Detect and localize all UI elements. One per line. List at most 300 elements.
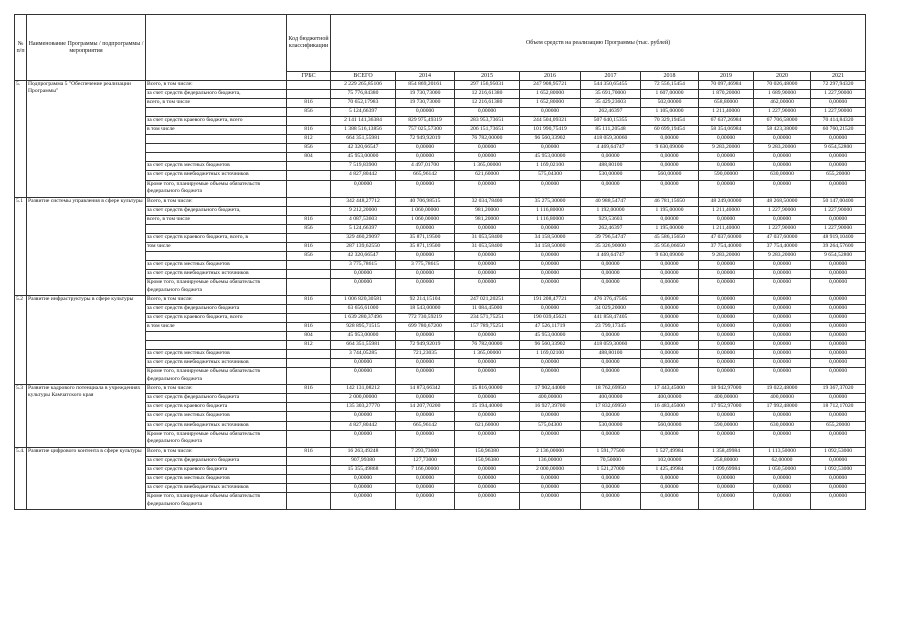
amount-cell: 0,00000 bbox=[581, 359, 641, 368]
amount-cell: 0,00000 bbox=[396, 483, 455, 492]
amount-cell: 70 414,84320 bbox=[811, 117, 866, 126]
amount-cell: 48 919,10400 bbox=[811, 233, 866, 242]
amount-cell: 0,00000 bbox=[641, 350, 699, 359]
amount-cell: 0,00000 bbox=[754, 474, 811, 483]
section-name: Развитие цифрового контента в сфере культуры bbox=[27, 447, 146, 509]
amount-cell: 0,00000 bbox=[754, 492, 811, 509]
amount-cell: 85 111,20548 bbox=[581, 126, 641, 135]
amount-cell: 621,60000 bbox=[455, 421, 520, 430]
header-year: ВСЕГО bbox=[331, 72, 396, 81]
amount-cell: 48 268,50000 bbox=[754, 197, 811, 206]
amount-cell: 0,00000 bbox=[754, 295, 811, 304]
amount-cell: 0,00000 bbox=[520, 108, 581, 117]
amount-cell: 462,00000 bbox=[754, 99, 811, 108]
amount-cell: 62,00000 bbox=[754, 456, 811, 465]
amount-cell: 283 953,73651 bbox=[455, 117, 520, 126]
amount-cell: 0,00000 bbox=[581, 492, 641, 509]
amount-cell: 0,00000 bbox=[699, 162, 754, 171]
amount-cell: 0,00000 bbox=[396, 278, 455, 295]
amount-cell: 0,00000 bbox=[699, 215, 754, 224]
amount-cell: 0,00000 bbox=[641, 314, 699, 323]
amount-cell: 0,00000 bbox=[581, 153, 641, 162]
amount-cell: 0,00000 bbox=[641, 304, 699, 313]
amount-cell: 1 358,49984 bbox=[699, 447, 754, 456]
amount-cell: 2 141 141,36384 bbox=[331, 117, 396, 126]
amount-cell: 4 497,01700 bbox=[396, 162, 455, 171]
grbs-code bbox=[287, 197, 331, 206]
header-year: 2016 bbox=[520, 72, 581, 81]
amount-cell: 0,00000 bbox=[520, 251, 581, 260]
amount-cell: 1 192,00000 bbox=[581, 206, 641, 215]
amount-cell: 70 026,48000 bbox=[754, 81, 811, 90]
amount-cell: 12 216,61380 bbox=[455, 99, 520, 108]
amount-cell: 0,00000 bbox=[641, 180, 699, 197]
amount-cell: 0,00000 bbox=[396, 394, 455, 403]
amount-cell: 150,96380 bbox=[455, 456, 520, 465]
amount-cell: 9 283,20000 bbox=[699, 144, 754, 153]
amount-cell: 590,00000 bbox=[699, 171, 754, 180]
amount-cell: 0,00000 bbox=[520, 180, 581, 197]
amount-cell: 0,00000 bbox=[520, 483, 581, 492]
amount-cell: 15 194,40000 bbox=[455, 403, 520, 412]
amount-cell: 0,00000 bbox=[331, 483, 396, 492]
grbs-code bbox=[287, 162, 331, 171]
amount-cell: 0,00000 bbox=[811, 430, 866, 447]
row-label bbox=[146, 251, 287, 260]
amount-cell: 0,00000 bbox=[641, 368, 699, 385]
amount-cell: 1 652,80000 bbox=[520, 99, 581, 108]
amount-cell: 247 908,95721 bbox=[520, 81, 581, 90]
amount-cell: 400,00000 bbox=[699, 394, 754, 403]
amount-cell: 1 195,00000 bbox=[641, 206, 699, 215]
amount-cell: 0,00000 bbox=[699, 368, 754, 385]
row-label bbox=[146, 108, 287, 117]
grbs-code: 816 bbox=[287, 126, 331, 135]
amount-cell: 0,00000 bbox=[455, 153, 520, 162]
grbs-code bbox=[287, 90, 331, 99]
amount-cell: 0,00000 bbox=[641, 215, 699, 224]
amount-cell: 35 429,23603 bbox=[581, 99, 641, 108]
grbs-code bbox=[287, 430, 331, 447]
row-label: за счет средств федерального бюджета, bbox=[146, 90, 287, 99]
amount-cell: 0,00000 bbox=[396, 368, 455, 385]
amount-cell: 40 988,54747 bbox=[581, 197, 641, 206]
amount-cell: 76 782,00000 bbox=[455, 341, 520, 350]
amount-cell: 1 099,69984 bbox=[699, 465, 754, 474]
amount-cell: 7 166,00000 bbox=[396, 465, 455, 474]
table-body bbox=[15, 81, 866, 510]
amount-cell: 262,46397 bbox=[581, 108, 641, 117]
amount-cell: 507 640,15355 bbox=[581, 117, 641, 126]
table-row bbox=[15, 447, 866, 456]
amount-cell: 1 227,90000 bbox=[754, 108, 811, 117]
row-label: за счет средств краевого бюджета bbox=[146, 465, 287, 474]
amount-cell: 72 556,15454 bbox=[641, 81, 699, 90]
amount-cell: 544 350,65455 bbox=[581, 81, 641, 90]
amount-cell: 45 953,00000 bbox=[520, 153, 581, 162]
row-label: в том числе bbox=[146, 126, 287, 135]
row-label: за счет средств внебюджетных источников bbox=[146, 421, 287, 430]
row-label bbox=[146, 341, 287, 350]
amount-cell: 0,00000 bbox=[581, 474, 641, 483]
amount-cell: 2 229 265,85106 bbox=[331, 81, 396, 90]
amount-cell: 135 303,27770 bbox=[331, 403, 396, 412]
amount-cell: 18 762,69950 bbox=[581, 385, 641, 394]
grbs-code: 816 bbox=[287, 385, 331, 394]
amount-cell: 96 560,33902 bbox=[520, 135, 581, 144]
amount-cell: 0,00000 bbox=[754, 314, 811, 323]
amount-cell: 0,00000 bbox=[811, 180, 866, 197]
amount-cell: 0,00000 bbox=[455, 359, 520, 368]
grbs-code bbox=[287, 350, 331, 359]
amount-cell: 0,00000 bbox=[396, 269, 455, 278]
grbs-code bbox=[287, 304, 331, 313]
amount-cell: 16 483,45000 bbox=[641, 403, 699, 412]
row-label: за счет средств внебюджетных источников bbox=[146, 171, 287, 180]
amount-cell: 0,00000 bbox=[699, 412, 754, 421]
row-label: за счет средств местных бюджетов bbox=[146, 260, 287, 269]
amount-cell: 0,00000 bbox=[699, 430, 754, 447]
table-row bbox=[15, 81, 866, 90]
amount-cell: 0,00000 bbox=[396, 153, 455, 162]
amount-cell: 1 227,90000 bbox=[811, 224, 866, 233]
amount-cell: 297 156,95031 bbox=[455, 81, 520, 90]
row-label: в том числе bbox=[146, 323, 287, 332]
amount-cell: 67 637,26984 bbox=[699, 117, 754, 126]
amount-cell: 0,00000 bbox=[520, 412, 581, 421]
amount-cell: 72 949,92019 bbox=[396, 135, 455, 144]
amount-cell: 72 297,94320 bbox=[811, 81, 866, 90]
amount-cell: 0,00000 bbox=[396, 492, 455, 509]
amount-cell: 9 283,20000 bbox=[699, 251, 754, 260]
amount-cell: 0,00000 bbox=[811, 295, 866, 304]
amount-cell: 0,00000 bbox=[754, 278, 811, 295]
amount-cell: 0,00000 bbox=[641, 153, 699, 162]
amount-cell: 0,00000 bbox=[699, 350, 754, 359]
amount-cell: 3 775,78615 bbox=[396, 260, 455, 269]
amount-cell: 0,00000 bbox=[754, 483, 811, 492]
grbs-code: 816 bbox=[287, 242, 331, 251]
amount-cell: 0,00000 bbox=[641, 341, 699, 350]
amount-cell: 0,00000 bbox=[396, 430, 455, 447]
amount-cell: 1 113,50000 bbox=[754, 447, 811, 456]
amount-cell: 575,04300 bbox=[520, 171, 581, 180]
amount-cell: 7 293,73000 bbox=[396, 447, 455, 456]
amount-cell: 206 151,73651 bbox=[455, 126, 520, 135]
amount-cell: 1 227,90000 bbox=[811, 108, 866, 117]
amount-cell: 45 953,00000 bbox=[520, 332, 581, 341]
amount-cell: 0,00000 bbox=[641, 260, 699, 269]
amount-cell: 63 656,61000 bbox=[331, 304, 396, 313]
amount-cell: 45 586,15650 bbox=[641, 233, 699, 242]
amount-cell: 0,00000 bbox=[811, 153, 866, 162]
amount-cell: 590,00000 bbox=[699, 421, 754, 430]
row-label: за счет средств федерального бюджета, bbox=[146, 206, 287, 215]
amount-cell: 4 827,80442 bbox=[331, 421, 396, 430]
amount-cell: 0,00000 bbox=[581, 483, 641, 492]
amount-cell: 0,00000 bbox=[396, 144, 455, 153]
grbs-code bbox=[287, 403, 331, 412]
row-label: Кроме того, планируемые объемы обязательств федерального бюджета bbox=[146, 368, 287, 385]
amount-cell: 58 423,38000 bbox=[754, 126, 811, 135]
amount-cell: 0,00000 bbox=[396, 251, 455, 260]
amount-cell: 0,00000 bbox=[520, 474, 581, 483]
amount-cell: 262,46397 bbox=[581, 224, 641, 233]
amount-cell: 19 730,73000 bbox=[396, 99, 455, 108]
amount-cell: 60 699,19454 bbox=[641, 126, 699, 135]
grbs-code bbox=[287, 394, 331, 403]
amount-cell: 0,00000 bbox=[455, 260, 520, 269]
grbs-code bbox=[287, 474, 331, 483]
amount-cell: 1 591,77500 bbox=[581, 447, 641, 456]
header-year: 2021 bbox=[811, 72, 866, 81]
amount-cell: 19 730,73000 bbox=[396, 90, 455, 99]
row-label: за счет средств местных бюджетов bbox=[146, 412, 287, 421]
row-label: за счет средств краевого бюджета bbox=[146, 403, 287, 412]
amount-cell: 19 022,48000 bbox=[754, 385, 811, 394]
amount-cell: 0,00000 bbox=[581, 368, 641, 385]
amount-cell: 1 365,00000 bbox=[455, 350, 520, 359]
amount-cell: 157 789,75251 bbox=[455, 323, 520, 332]
amount-cell: 0,00000 bbox=[641, 278, 699, 295]
header-year: 2020 bbox=[754, 72, 811, 81]
grbs-code: 816 bbox=[287, 215, 331, 224]
amount-cell: 0,00000 bbox=[811, 456, 866, 465]
amount-cell: 34 158,50000 bbox=[520, 242, 581, 251]
header-year: 2015 bbox=[455, 72, 520, 81]
amount-cell: 142 131,08212 bbox=[331, 385, 396, 394]
amount-cell: 15 816,00000 bbox=[455, 385, 520, 394]
amount-cell: 0,00000 bbox=[811, 332, 866, 341]
amount-cell: 0,00000 bbox=[331, 492, 396, 509]
row-label: за счет средств местных бюджетов bbox=[146, 162, 287, 171]
amount-cell: 1 365,00000 bbox=[455, 162, 520, 171]
row-label: Кроме того, планируемые объемы обязательств федерального бюджета bbox=[146, 430, 287, 447]
row-label bbox=[146, 332, 287, 341]
amount-cell: 37 754,40000 bbox=[699, 242, 754, 251]
amount-cell: 0,00000 bbox=[754, 269, 811, 278]
section-name: Подпрограмма 5 "Обеспечение реализации Программы" bbox=[27, 81, 146, 198]
amount-cell: 0,00000 bbox=[811, 474, 866, 483]
amount-cell: 16 263,49248 bbox=[331, 447, 396, 456]
amount-cell: 630,00000 bbox=[754, 171, 811, 180]
amount-cell: 12 216,61380 bbox=[455, 90, 520, 99]
amount-cell: 0,00000 bbox=[520, 492, 581, 509]
amount-cell: 0,00000 bbox=[699, 341, 754, 350]
amount-cell: 0,00000 bbox=[455, 144, 520, 153]
amount-cell: 92 214,15104 bbox=[396, 295, 455, 304]
section-name: Развитие кадрового потенциала в учреждениях культуры Камчатского края bbox=[27, 385, 146, 447]
grbs-code: 804 bbox=[287, 332, 331, 341]
amount-cell: 32 034,78400 bbox=[455, 197, 520, 206]
amount-cell: 9 283,20000 bbox=[754, 144, 811, 153]
amount-cell: 665,96142 bbox=[396, 171, 455, 180]
amount-cell: 1 006 820,30581 bbox=[331, 295, 396, 304]
amount-cell: 0,00000 bbox=[811, 215, 866, 224]
amount-cell: 37 754,40000 bbox=[754, 242, 811, 251]
amount-cell: 0,00000 bbox=[641, 492, 699, 509]
row-label: Кроме того, планируемые объемы обязательств федерального бюджета bbox=[146, 278, 287, 295]
amount-cell: 0,00000 bbox=[331, 474, 396, 483]
amount-cell: 0,00000 bbox=[699, 153, 754, 162]
amount-cell: 0,00000 bbox=[699, 483, 754, 492]
amount-cell: 400,00000 bbox=[581, 394, 641, 403]
amount-cell: 0,00000 bbox=[641, 135, 699, 144]
amount-cell: 0,00000 bbox=[581, 180, 641, 197]
grbs-code: 816 bbox=[287, 323, 331, 332]
row-label: за счет средств внебюджетных источников bbox=[146, 483, 287, 492]
amount-cell: 0,00000 bbox=[455, 251, 520, 260]
row-label: Всего, в том числе: bbox=[146, 447, 287, 456]
row-label: за счет средств внебюджетных источников bbox=[146, 269, 287, 278]
amount-cell: 0,00000 bbox=[520, 224, 581, 233]
amount-cell: 48 249,00000 bbox=[699, 197, 754, 206]
amount-cell: 1 116,80000 bbox=[520, 215, 581, 224]
amount-cell: 0,00000 bbox=[641, 162, 699, 171]
grbs-code: 812 bbox=[287, 135, 331, 144]
amount-cell: 35 956,06650 bbox=[641, 242, 699, 251]
amount-cell: 247 021,20251 bbox=[455, 295, 520, 304]
amount-cell: 0,00000 bbox=[754, 430, 811, 447]
amount-cell: 0,00000 bbox=[396, 332, 455, 341]
row-label: Всего, в том числе: bbox=[146, 385, 287, 394]
amount-cell: 17 902,44000 bbox=[520, 385, 581, 394]
amount-cell: 5 124,66397 bbox=[331, 108, 396, 117]
amount-cell: 76 782,00000 bbox=[455, 135, 520, 144]
amount-cell: 46 781,15650 bbox=[641, 197, 699, 206]
amount-cell: 0,00000 bbox=[699, 314, 754, 323]
row-label bbox=[146, 153, 287, 162]
table-row bbox=[15, 197, 866, 206]
amount-cell: 34 029,20000 bbox=[581, 304, 641, 313]
grbs-code: 812 bbox=[287, 341, 331, 350]
row-label: Всего, в том числе: bbox=[146, 295, 287, 304]
amount-cell: 35 871,19500 bbox=[396, 233, 455, 242]
section-name: Развитие инфраструктуры в сфере культуры bbox=[27, 295, 146, 384]
amount-cell: 530,00000 bbox=[581, 421, 641, 430]
amount-cell: 0,00000 bbox=[754, 215, 811, 224]
amount-cell: 699 780,67200 bbox=[396, 323, 455, 332]
amount-cell: 0,00000 bbox=[811, 269, 866, 278]
row-label: за счет средств федерального бюджета bbox=[146, 456, 287, 465]
amount-cell: 1 211,40000 bbox=[699, 224, 754, 233]
amount-cell: 15 355,49868 bbox=[331, 465, 396, 474]
amount-cell: 70 652,17983 bbox=[331, 99, 396, 108]
amount-cell: 0,00000 bbox=[455, 492, 520, 509]
amount-cell: 0,00000 bbox=[811, 350, 866, 359]
row-label: Всего, в том числе: bbox=[146, 197, 287, 206]
amount-cell: 1 870,20000 bbox=[699, 90, 754, 99]
header-year: 2018 bbox=[641, 72, 699, 81]
grbs-code bbox=[287, 456, 331, 465]
amount-cell: 47 526,11719 bbox=[520, 323, 581, 332]
grbs-code bbox=[287, 180, 331, 197]
amount-cell: 191 208,47721 bbox=[520, 295, 581, 304]
amount-cell: 17 832,69950 bbox=[581, 403, 641, 412]
amount-cell: 342 448,27712 bbox=[331, 197, 396, 206]
amount-cell: 655,20000 bbox=[811, 171, 866, 180]
amount-cell: 0,00000 bbox=[581, 430, 641, 447]
amount-cell: 1 689,90000 bbox=[754, 90, 811, 99]
amount-cell: 0,00000 bbox=[811, 359, 866, 368]
amount-cell: 0,00000 bbox=[641, 323, 699, 332]
amount-cell: 14 873,66342 bbox=[396, 385, 455, 394]
amount-cell: 665,96142 bbox=[396, 421, 455, 430]
amount-cell: 0,00000 bbox=[754, 350, 811, 359]
amount-cell: 1 169,02100 bbox=[520, 350, 581, 359]
section-number: 5.3 bbox=[15, 385, 27, 447]
amount-cell: 18 942,97000 bbox=[699, 385, 754, 394]
amount-cell: 0,00000 bbox=[581, 269, 641, 278]
amount-cell: 400,00000 bbox=[520, 394, 581, 403]
amount-cell: 1 227,90000 bbox=[811, 90, 866, 99]
amount-cell: 0,00000 bbox=[520, 304, 581, 313]
amount-cell: 488,80100 bbox=[581, 162, 641, 171]
amount-cell: 0,00000 bbox=[699, 492, 754, 509]
amount-cell: 0,00000 bbox=[811, 368, 866, 385]
amount-cell: 560,00000 bbox=[641, 421, 699, 430]
row-label: всего, в том числе bbox=[146, 99, 287, 108]
section-number: 5.1 bbox=[15, 197, 27, 295]
amount-cell: 40 706,98515 bbox=[396, 197, 455, 206]
section-number: 5. bbox=[15, 81, 27, 198]
row-label: за счет средств краевого бюджета, всего, в bbox=[146, 233, 287, 242]
amount-cell: 0,00000 bbox=[811, 314, 866, 323]
grbs-code bbox=[287, 483, 331, 492]
amount-cell: 0,00000 bbox=[811, 394, 866, 403]
amount-cell: 0,00000 bbox=[754, 323, 811, 332]
amount-cell: 0,00000 bbox=[331, 180, 396, 197]
amount-cell: 1 092,53000 bbox=[811, 447, 866, 456]
header-grbs: ГРБС bbox=[287, 72, 331, 81]
amount-cell: 0,00000 bbox=[641, 295, 699, 304]
grbs-code bbox=[287, 206, 331, 215]
row-label: за счет средств федерального бюджета bbox=[146, 304, 287, 313]
amount-cell: 258,80000 bbox=[699, 456, 754, 465]
amount-cell: 441 858,47405 bbox=[581, 314, 641, 323]
row-label: за счет средств местных бюджетов bbox=[146, 474, 287, 483]
amount-cell: 3 775,78615 bbox=[331, 260, 396, 269]
amount-cell: 31 053,58400 bbox=[455, 242, 520, 251]
amount-cell: 0,00000 bbox=[699, 260, 754, 269]
amount-cell: 0,00000 bbox=[754, 304, 811, 313]
amount-cell: 0,00000 bbox=[699, 278, 754, 295]
amount-cell: 4 827,80442 bbox=[331, 171, 396, 180]
amount-cell: 0,00000 bbox=[455, 180, 520, 197]
amount-cell: 0,00000 bbox=[699, 180, 754, 197]
amount-cell: 0,00000 bbox=[581, 278, 641, 295]
amount-cell: 658,80000 bbox=[699, 99, 754, 108]
amount-cell: 2 000,00000 bbox=[520, 465, 581, 474]
amount-cell: 1 211,40000 bbox=[699, 206, 754, 215]
amount-cell: 829 975,49319 bbox=[396, 117, 455, 126]
amount-cell: 0,00000 bbox=[754, 153, 811, 162]
grbs-code: 816 bbox=[287, 447, 331, 456]
amount-cell: 488,80100 bbox=[581, 350, 641, 359]
grbs-code bbox=[287, 492, 331, 509]
amount-cell: 0,00000 bbox=[520, 430, 581, 447]
amount-cell: 0,00000 bbox=[754, 332, 811, 341]
amount-cell: 1 060,00000 bbox=[396, 215, 455, 224]
grbs-code: 856 bbox=[287, 108, 331, 117]
row-label: Кроме того, планируемые объемы обязательств федерального бюджета bbox=[146, 492, 287, 509]
amount-cell: 1 425,49984 bbox=[641, 465, 699, 474]
amount-cell: 0,00000 bbox=[699, 135, 754, 144]
amount-cell: 35 871,19500 bbox=[396, 242, 455, 251]
amount-cell: 1 092,53000 bbox=[811, 465, 866, 474]
amount-cell: 1 388 516,13856 bbox=[331, 126, 396, 135]
amount-cell: 9 630,09000 bbox=[641, 251, 699, 260]
